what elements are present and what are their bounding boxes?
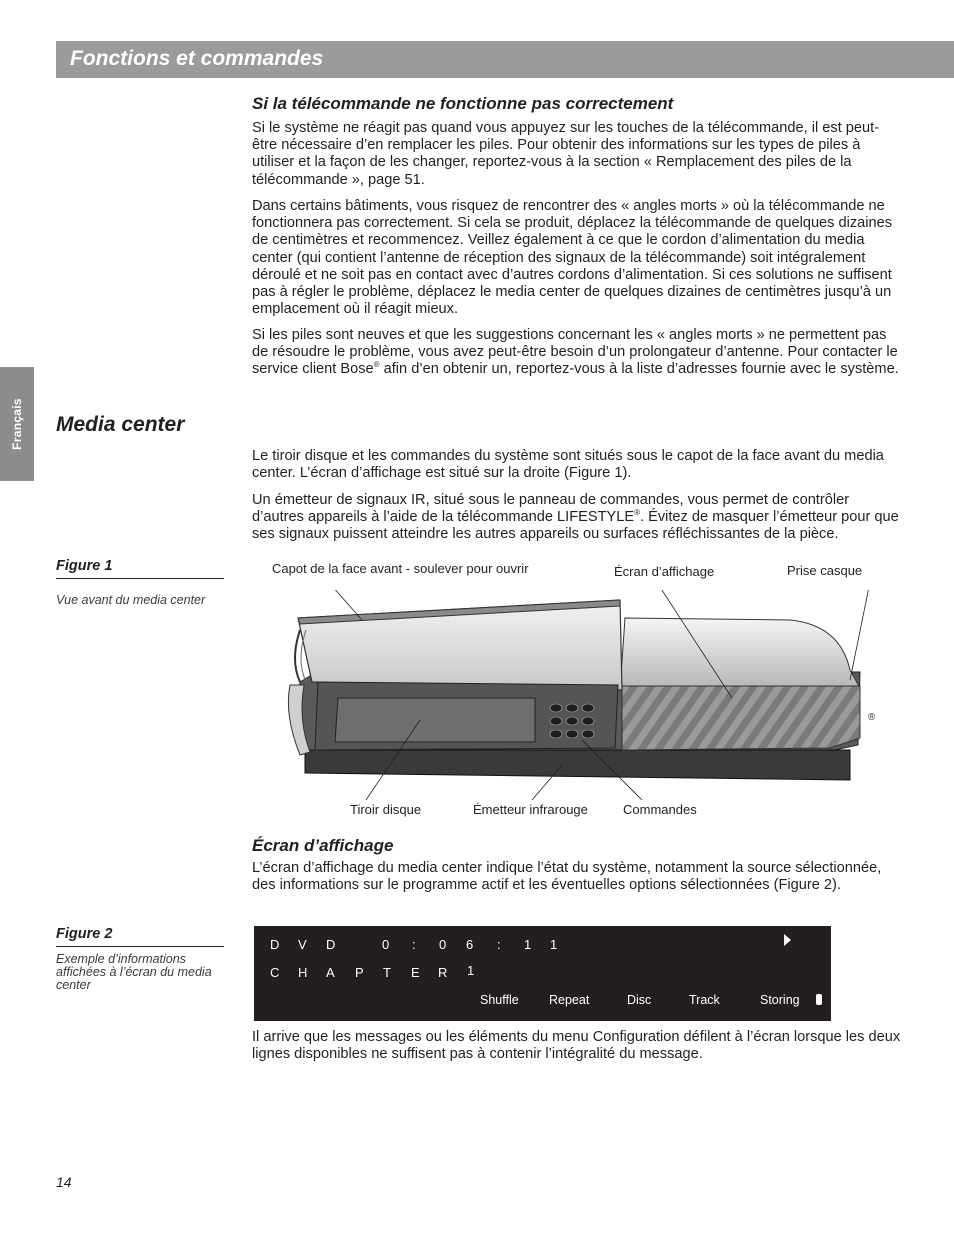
figure-2-label: Figure 2 bbox=[56, 926, 224, 947]
registered-mark: ® bbox=[868, 712, 876, 723]
display-paragraph-2: Il arrive que les messages ou les éléments du menu Configuration défilent à l’écran lorsque les deux lignes disponibles ne suffisent pas à contenir l’intégralité du message. bbox=[252, 1029, 901, 1063]
media-center-paragraph-1: Le tiroir disque et les commandes du système sont situés sous le capot de la face avant du media center. L’écran d’affichage est situé sur la droite (Figure 1). bbox=[252, 448, 884, 482]
display-line2-char: C bbox=[270, 965, 280, 980]
display-line2-char: 1 bbox=[467, 963, 475, 978]
play-indicator-icon bbox=[784, 934, 791, 946]
display-line1-char: : bbox=[412, 937, 416, 952]
figure-2-caption: Exemple d’informations affichées à l’écran du media center bbox=[56, 952, 212, 992]
page-title: Fonctions et commandes bbox=[70, 47, 324, 70]
callout-controls: Commandes bbox=[623, 802, 697, 817]
display-line1-char: D bbox=[326, 937, 336, 952]
media-center-title: Media center bbox=[56, 413, 185, 436]
figure-1-caption: Vue avant du media center bbox=[56, 593, 206, 607]
callout-display-screen: Écran d’affichage bbox=[614, 564, 715, 579]
figure-1-label: Figure 1 bbox=[56, 558, 224, 579]
remote-paragraph-3: Si les piles sont neuves et que les suggestions concernant les « angles morts » ne permettent pas de résoudre le problème, vous avez peut-être besoin d’un prolongateur d’antenne. Pour contacter le service client Bose® afin d’en obtenir un, reportez-vous à la liste d’adresses fournie avec le système. bbox=[252, 327, 899, 378]
language-tab-label: Français bbox=[10, 398, 24, 450]
callout-disc-tray: Tiroir disque bbox=[350, 802, 422, 817]
display-line2-char: T bbox=[383, 965, 391, 980]
callout-ir-emitter: Émetteur infrarouge bbox=[473, 802, 588, 817]
display-line2-char: H bbox=[298, 965, 308, 980]
display-line1-char: V bbox=[298, 937, 307, 952]
display-line1-char: 1 bbox=[524, 937, 532, 952]
remote-paragraph-1: Si le système ne réagit pas quand vous appuyez sur les touches de la télécommande, il est peut-être nécessaire d’en remplacer les piles. Pour obtenir des informations sur les types de piles à utiliser et la façon de les changer, reportez-vous à la section « Remplacement des piles de la télécommande », page 51. bbox=[252, 120, 880, 188]
display-option-shuffle: Shuffle bbox=[480, 993, 519, 1007]
display-line1-char: : bbox=[497, 937, 501, 952]
display-line1-char: 1 bbox=[550, 937, 558, 952]
storing-indicator-icon bbox=[816, 994, 822, 1005]
remote-paragraph-2: Dans certains bâtiments, vous risquez de rencontrer des « angles morts » où la télécommande ne fonctionnera pas correctement. Si cela se produit, déplacez la télécommande de quelques dizaines de centimètres et recommencez. Veillez également à ce que le cordon d’alimentation du media center (qui contient l’antenne de réception des signaux de la télécommande) soit intégralement déroulé et ne soit pas en contact avec d’autres cordons d’alimentation. Si ces solutions ne suffisent pas à régler le problème, déplacez le media center de quelques dizaines de centimètres jusqu’à un emplacement où il réagit mieux. bbox=[252, 198, 893, 318]
media-center-display-panel bbox=[254, 926, 831, 1021]
page-number: 14 bbox=[56, 1174, 72, 1190]
remote-troubleshoot-heading: Si la télécommande ne fonctionne pas correctement bbox=[252, 94, 674, 113]
display-line1-char: 0 bbox=[439, 937, 447, 952]
header-bar bbox=[56, 41, 954, 78]
display-heading: Écran d’affichage bbox=[252, 836, 394, 855]
media-center-paragraph-2: Un émetteur de signaux IR, situé sous le panneau de commandes, vous permet de contrôler d’autres appareils à l’aide de la télécommande LIFESTYLE®. Évitez de masquer l’émetteur pour que ses signaux puissent atteindre les autres appareils ou surfaces réfléchissantes de la pièce. bbox=[252, 492, 899, 543]
language-tab bbox=[0, 367, 34, 481]
display-line2-char: P bbox=[355, 965, 364, 980]
display-option-track: Track bbox=[689, 993, 720, 1007]
display-option-repeat: Repeat bbox=[549, 993, 590, 1007]
display-line2-char: R bbox=[438, 965, 448, 980]
display-line1-char: 6 bbox=[466, 937, 474, 952]
media-center-illustration bbox=[270, 590, 890, 800]
display-line1-char: 0 bbox=[382, 937, 390, 952]
display-option-disc: Disc bbox=[627, 993, 652, 1007]
display-option-storing: Storing bbox=[760, 993, 800, 1007]
callout-headphone-jack: Prise casque bbox=[787, 563, 863, 578]
display-line2-char: A bbox=[326, 965, 335, 980]
display-paragraph-1: L’écran d’affichage du media center indique l’état du système, notamment la source sélectionnée, des informations sur le programme actif et les éventuelles options sélectionnées (Figure 2). bbox=[252, 860, 882, 894]
display-line1-char: D bbox=[270, 937, 280, 952]
display-line2-char: E bbox=[411, 965, 420, 980]
callout-front-cover: Capot de la face avant - soulever pour ouvrir bbox=[272, 561, 529, 576]
